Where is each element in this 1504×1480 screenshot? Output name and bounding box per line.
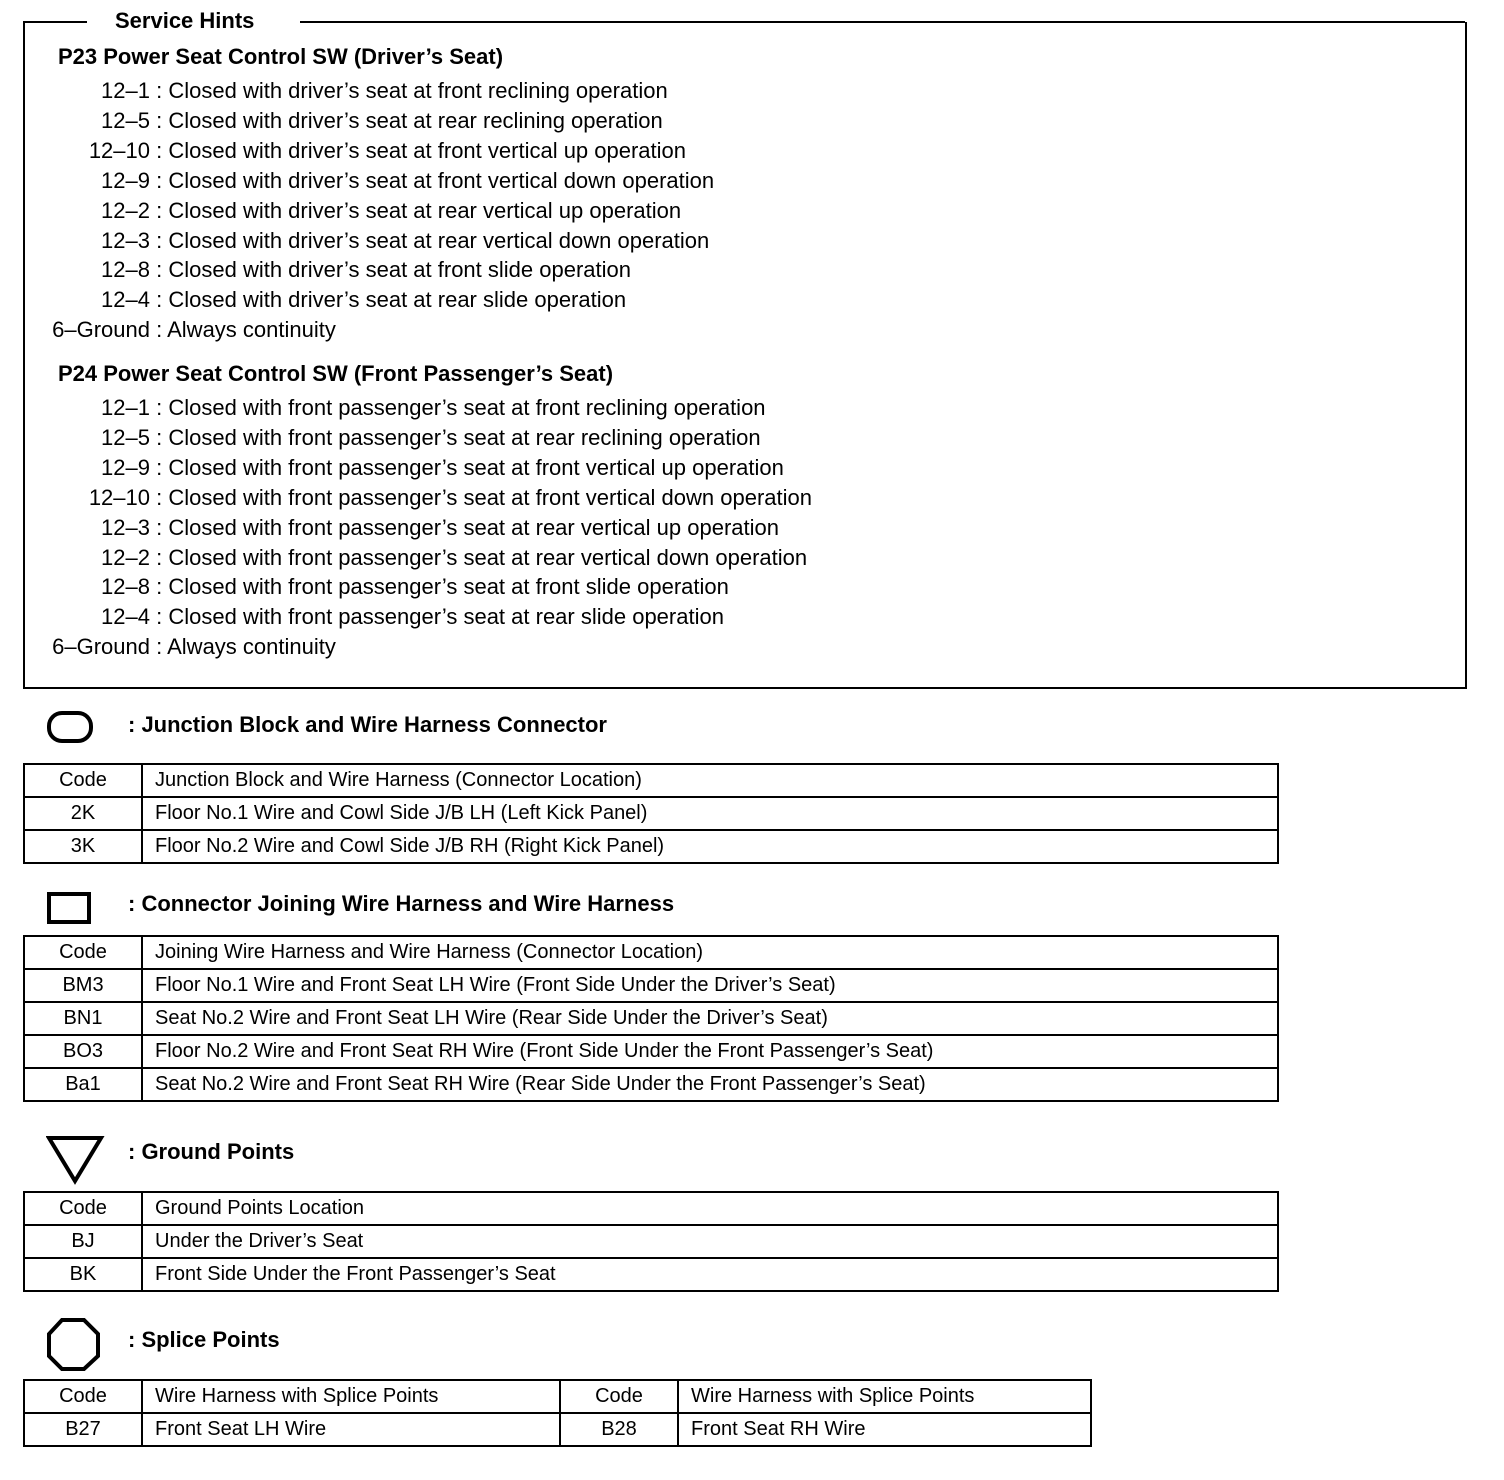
legend-table [23,935,1279,1102]
table-header-row [24,936,1278,969]
code-cell: BN1 [24,1002,142,1035]
hint-line [0,285,626,315]
pin-label: 12–5 [101,107,150,133]
pin-label: 12–4 [101,604,150,630]
pin-label: 6–Ground [52,634,150,660]
colon: : [150,137,169,163]
code-cell: B28 [560,1413,678,1446]
description-cell: Wire Harness with Splice Points [678,1380,1091,1413]
code-cell: BM3 [24,969,142,1002]
description-cell: Floor No.1 Wire and Front Seat LH Wire (Front Side Under the Driver’s Seat) [142,969,1278,1002]
hint-text: Closed with front passenger’s seat at rear reclining operation [168,424,761,450]
pin-label: 12–5 [101,424,150,450]
colon: : [150,227,169,253]
table-header-row [24,1192,1278,1225]
pin-label: 12–10 [88,137,150,163]
description-cell: Front Side Under the Front Passenger’s Seat [142,1258,1278,1291]
colon: : [150,484,169,510]
hint-line [0,543,807,573]
description-cell: Floor No.2 Wire and Front Seat RH Wire (Front Side Under the Front Passenger’s Seat) [142,1035,1278,1068]
code-cell: Code [24,1192,142,1225]
description-cell: Wire Harness with Splice Points [142,1380,560,1413]
table-row [24,1413,1091,1446]
hint-line [0,166,714,196]
description-cell: Floor No.2 Wire and Cowl Side J/B RH (Right Kick Panel) [142,830,1278,863]
rounded-rect-icon [46,710,96,751]
table-row [24,1002,1278,1035]
legend-title: : Ground Points [128,1139,295,1164]
table-row [24,1258,1278,1291]
hint-text: Closed with driver’s seat at front slide operation [168,257,631,283]
table-row [24,1068,1278,1101]
hint-text: Closed with driver’s seat at rear vertical down operation [168,227,710,253]
legend-table [23,1191,1279,1292]
service-hints-title: Service Hints [115,8,255,33]
description-cell: Floor No.1 Wire and Cowl Side J/B LH (Left Kick Panel) [142,797,1278,830]
pin-label: 12–8 [101,257,150,283]
hint-text: Closed with front passenger’s seat at front vertical down operation [168,484,812,510]
legend-title: : Connector Joining Wire Harness and Wire Harness [128,891,675,916]
hint-line [0,572,729,602]
colon: : [150,317,168,343]
code-cell: BK [24,1258,142,1291]
pin-label: 6–Ground [52,317,150,343]
code-cell: Code [24,936,142,969]
code-cell: Code [24,764,142,797]
hint-line [0,423,761,453]
hint-line [0,196,681,226]
colon: : [150,167,169,193]
hint-line [0,255,631,285]
hint-line [0,632,336,662]
table-row [24,830,1278,863]
hint-text: Closed with front passenger’s seat at rear vertical up operation [168,514,779,540]
hint-text: Closed with driver’s seat at front vertical up operation [168,137,687,163]
hint-line [0,76,668,106]
hint-line [0,453,784,483]
colon: : [150,395,169,420]
pin-label: 12–9 [101,454,150,480]
code-cell: BJ [24,1225,142,1258]
pin-label: 12–2 [101,544,150,570]
hint-line [0,513,779,543]
legend-table [23,763,1279,864]
hint-line [0,483,812,513]
code-cell: B27 [24,1413,142,1446]
colon: : [150,107,169,133]
code-cell: 3K [24,830,142,863]
colon: : [150,424,169,450]
hint-line [0,315,336,345]
colon: : [150,574,169,600]
table-row [24,1035,1278,1068]
hint-line [0,226,709,256]
section-heading: P24 Power Seat Control SW (Front Passenger’s Seat) [58,361,614,386]
table-row [24,1225,1278,1258]
description-cell: Under the Driver’s Seat [142,1225,1278,1258]
legend-title: : Splice Points [128,1327,280,1352]
description-cell: Junction Block and Wire Harness (Connector Location) [142,764,1278,797]
description-cell: Joining Wire Harness and Wire Harness (Connector Location) [142,936,1278,969]
description-cell: Ground Points Location [142,1192,1278,1225]
hint-text: Closed with driver’s seat at front vertical down operation [168,167,715,193]
hint-text: Closed with driver’s seat at rear slide operation [168,287,627,313]
colon: : [150,257,169,283]
hint-line [0,106,663,136]
colon: : [150,544,169,570]
description-cell: Seat No.2 Wire and Front Seat LH Wire (Rear Side Under the Driver’s Seat) [142,1002,1278,1035]
colon: : [150,514,169,540]
legend-table [23,1379,1092,1447]
square-icon [46,891,96,932]
hint-line [0,602,724,632]
hint-text: Closed with front passenger’s seat at front slide operation [168,574,729,600]
hint-line [0,393,766,423]
legend-title: : Junction Block and Wire Harness Connector [128,712,607,737]
pin-label: 12–2 [101,197,150,223]
description-cell: Seat No.2 Wire and Front Seat RH Wire (Rear Side Under the Front Passenger’s Seat) [142,1068,1278,1101]
pin-label: 12–1 [101,78,150,103]
hint-text: Closed with front passenger’s seat at rear slide operation [168,604,724,630]
hint-text: Always continuity [167,634,336,660]
hint-text: Closed with driver’s seat at rear vertical up operation [168,197,682,223]
code-cell: Code [560,1380,678,1413]
code-cell: BO3 [24,1035,142,1068]
hint-text: Closed with driver’s seat at front reclining operation [168,78,668,103]
colon: : [150,78,169,103]
colon: : [150,197,169,223]
hint-text: Closed with front passenger’s seat at front reclining operation [168,395,766,420]
pin-label: 12–1 [101,395,150,420]
hint-text: Always continuity [167,317,336,343]
description-cell: Front Seat RH Wire [678,1413,1091,1446]
description-cell: Front Seat LH Wire [142,1413,560,1446]
table-header-row [24,1380,1091,1413]
pin-label: 12–10 [88,484,150,510]
table-row [24,969,1278,1002]
hint-line [0,136,686,166]
box-border [23,21,87,23]
octagon-icon [46,1317,102,1378]
code-cell: Code [24,1380,142,1413]
colon: : [150,634,168,660]
pin-label: 12–8 [101,574,150,600]
pin-label: 12–9 [101,167,150,193]
triangle-down-icon [46,1135,106,1190]
colon: : [150,454,169,480]
code-cell: 2K [24,797,142,830]
colon: : [150,604,169,630]
hint-text: Closed with front passenger’s seat at rear vertical down operation [168,544,808,570]
pin-label: 12–4 [101,287,150,313]
code-cell: Ba1 [24,1068,142,1101]
hint-text: Closed with front passenger’s seat at front vertical up operation [168,454,784,480]
hint-text: Closed with driver’s seat at rear reclining operation [168,107,663,133]
table-row [24,797,1278,830]
table-header-row [24,764,1278,797]
box-border [300,21,1465,23]
section-heading: P23 Power Seat Control SW (Driver’s Seat) [58,44,504,69]
pin-label: 12–3 [101,514,150,540]
colon: : [150,287,169,313]
pin-label: 12–3 [101,227,150,253]
